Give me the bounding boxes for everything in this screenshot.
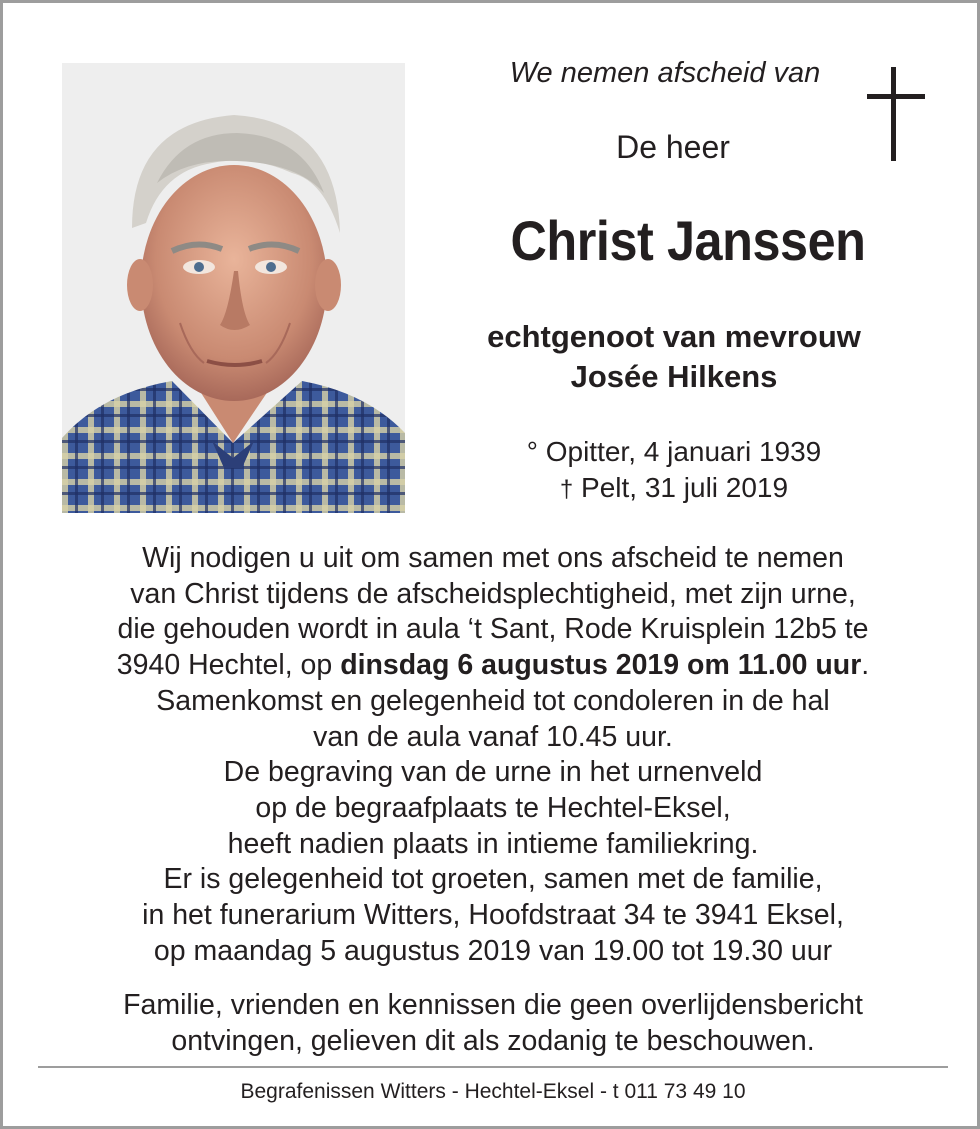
- intro-text: We nemen afscheid van: [509, 57, 821, 89]
- body-line: van Christ tijdens de afscheidsplechtigheid, met zijn urne,: [130, 577, 856, 610]
- closing-line: ontvingen, gelieven dit als zodanig te beschouwen.: [171, 1024, 815, 1057]
- body-line-part: 3940 Hechtel, op: [116, 649, 341, 682]
- body-line: heeft nadien plaats in intieme familiekring.: [227, 827, 759, 860]
- portrait-photo: [62, 63, 405, 513]
- birth-date: ° Opitter, 4 januari 1939: [526, 436, 822, 467]
- body-line: Wij nodigen u uit om samen met ons afscheid te nemen: [142, 542, 844, 574]
- ceremony-datetime: dinsdag 6 augustus 2019 om 11.00 uur: [340, 649, 862, 682]
- body-line: Samenkomst en gelegenheid tot condoleren in de hal: [156, 684, 830, 717]
- salutation: De heer: [616, 129, 730, 165]
- body-line: op maandag 5 augustus 2019 van 19.00 tot 19.30 uur: [153, 934, 833, 967]
- body-line: in het funerarium Witters, Hoofdstraat 34 te 3941 Eksel,: [142, 899, 844, 932]
- funeral-home-footer: Begrafenissen Witters - Hechtel-Eksel - t 011 73 49 10: [240, 1080, 746, 1103]
- body-line: van de aula vanaf 10.45 uur.: [313, 720, 673, 753]
- deceased-name: Christ Janssen: [510, 209, 866, 272]
- body-line: De begraving van de urne in het urnenveld: [223, 756, 763, 789]
- dates-block: [473, 434, 875, 508]
- spouse-line-1: echtgenoot van mevrouw: [487, 319, 861, 354]
- body-line-ceremony-date: [33, 648, 953, 684]
- death-date-line: [473, 470, 875, 508]
- divider: [38, 1066, 948, 1068]
- dagger-icon: †: [559, 476, 574, 503]
- closing-line: Familie, vrienden en kennissen die geen overlijdensbericht: [123, 989, 863, 1021]
- body-line: op de begraafplaats te Hechtel-Eksel,: [255, 791, 731, 824]
- ceremony-text: [33, 541, 953, 969]
- closing-text: [33, 988, 953, 1059]
- body-line-part: .: [861, 649, 870, 682]
- body-line: Er is gelegenheid tot groeten, samen met de familie,: [163, 863, 823, 896]
- body-line: die gehouden wordt in aula ‘t Sant, Rode Kruisplein 12b5 te: [117, 613, 869, 646]
- death-date: Pelt, 31 juli 2019: [573, 472, 789, 503]
- spouse-name: Josée Hilkens: [570, 359, 778, 394]
- spouse-block: [443, 317, 905, 397]
